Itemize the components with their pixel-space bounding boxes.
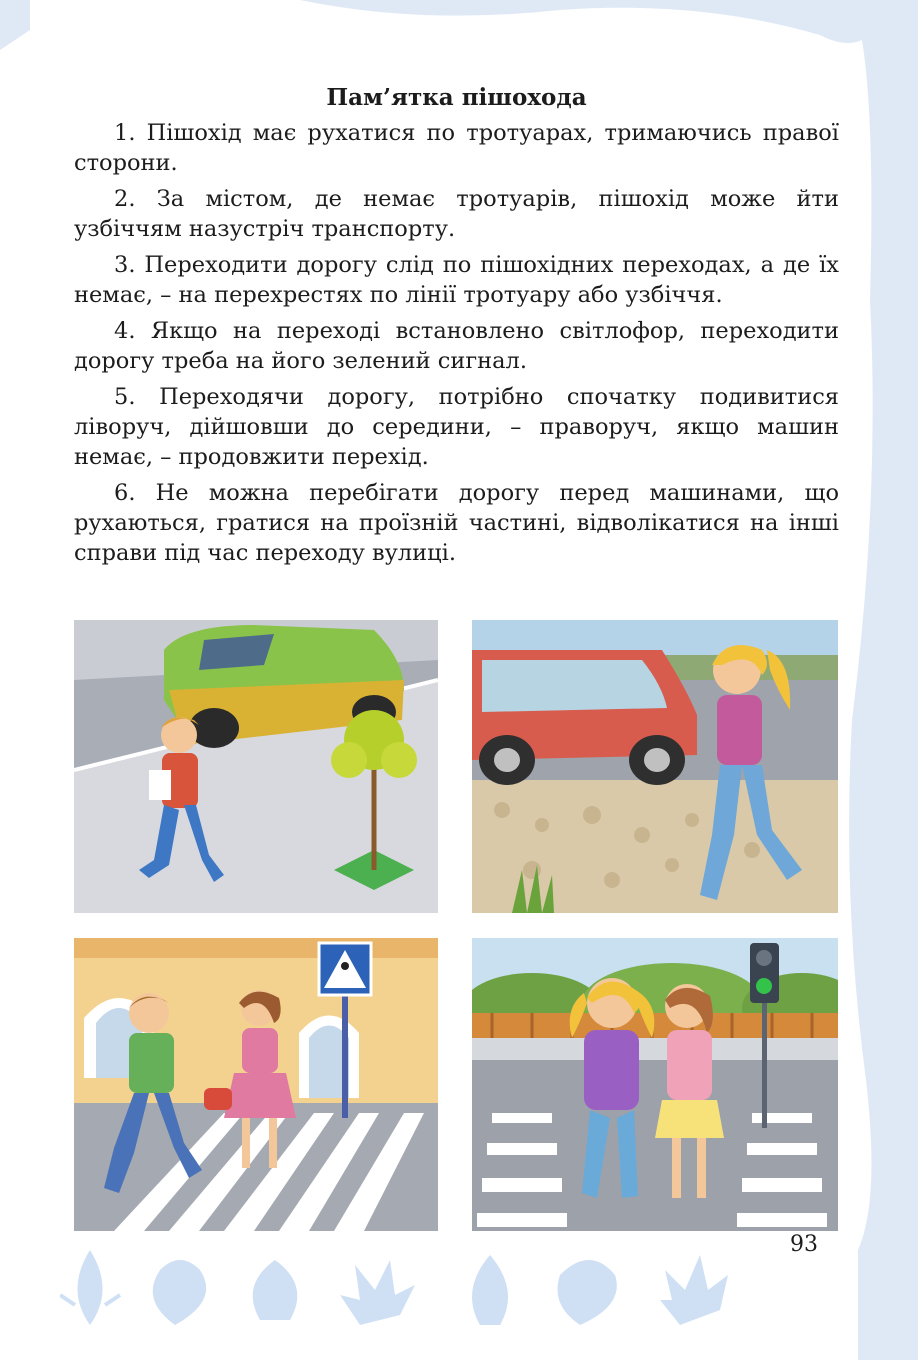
girls-at-traffic-light-illustration [472, 938, 838, 1231]
page-title: Пам’ятка пішохода [326, 84, 587, 111]
rule-4: 4. Якщо на переході встановлено світлофор, переходити дорогу треба на його зелений сигнал. [74, 318, 839, 374]
rule-6: 6. Не можна перебігати дорогу перед машинами, що рухаються, гратися на проїзній частині, відволікатися на інші справи під час переходу вулиці. [74, 480, 839, 566]
rule-3: 3. Переходити дорогу слід по пішохідних переходах, а де їх немає, – на перехрестях по лінії тротуару або узбіччя. [74, 252, 839, 308]
rule-5: 5. Переходячи дорогу, потрібно спочатку подивитися ліворуч, дійшовши до середини, – праворуч, якщо машин немає, – продовжити перехід. [74, 384, 839, 470]
leaf-decoration [60, 1245, 800, 1330]
girl-near-roadside-illustration [472, 620, 838, 913]
page-number: 93 [790, 1232, 818, 1257]
boy-walking-on-sidewalk-illustration [74, 620, 438, 913]
rule-2: 2. За містом, де немає тротуарів, пішохід може йти узбіччям назустріч транспорту. [74, 186, 839, 242]
children-at-pedestrian-crossing-illustration [74, 938, 438, 1231]
memo-text [74, 118, 839, 574]
rule-1: 1. Пішохід має рухатися по тротуарах, тримаючись правої сторони. [74, 120, 839, 176]
